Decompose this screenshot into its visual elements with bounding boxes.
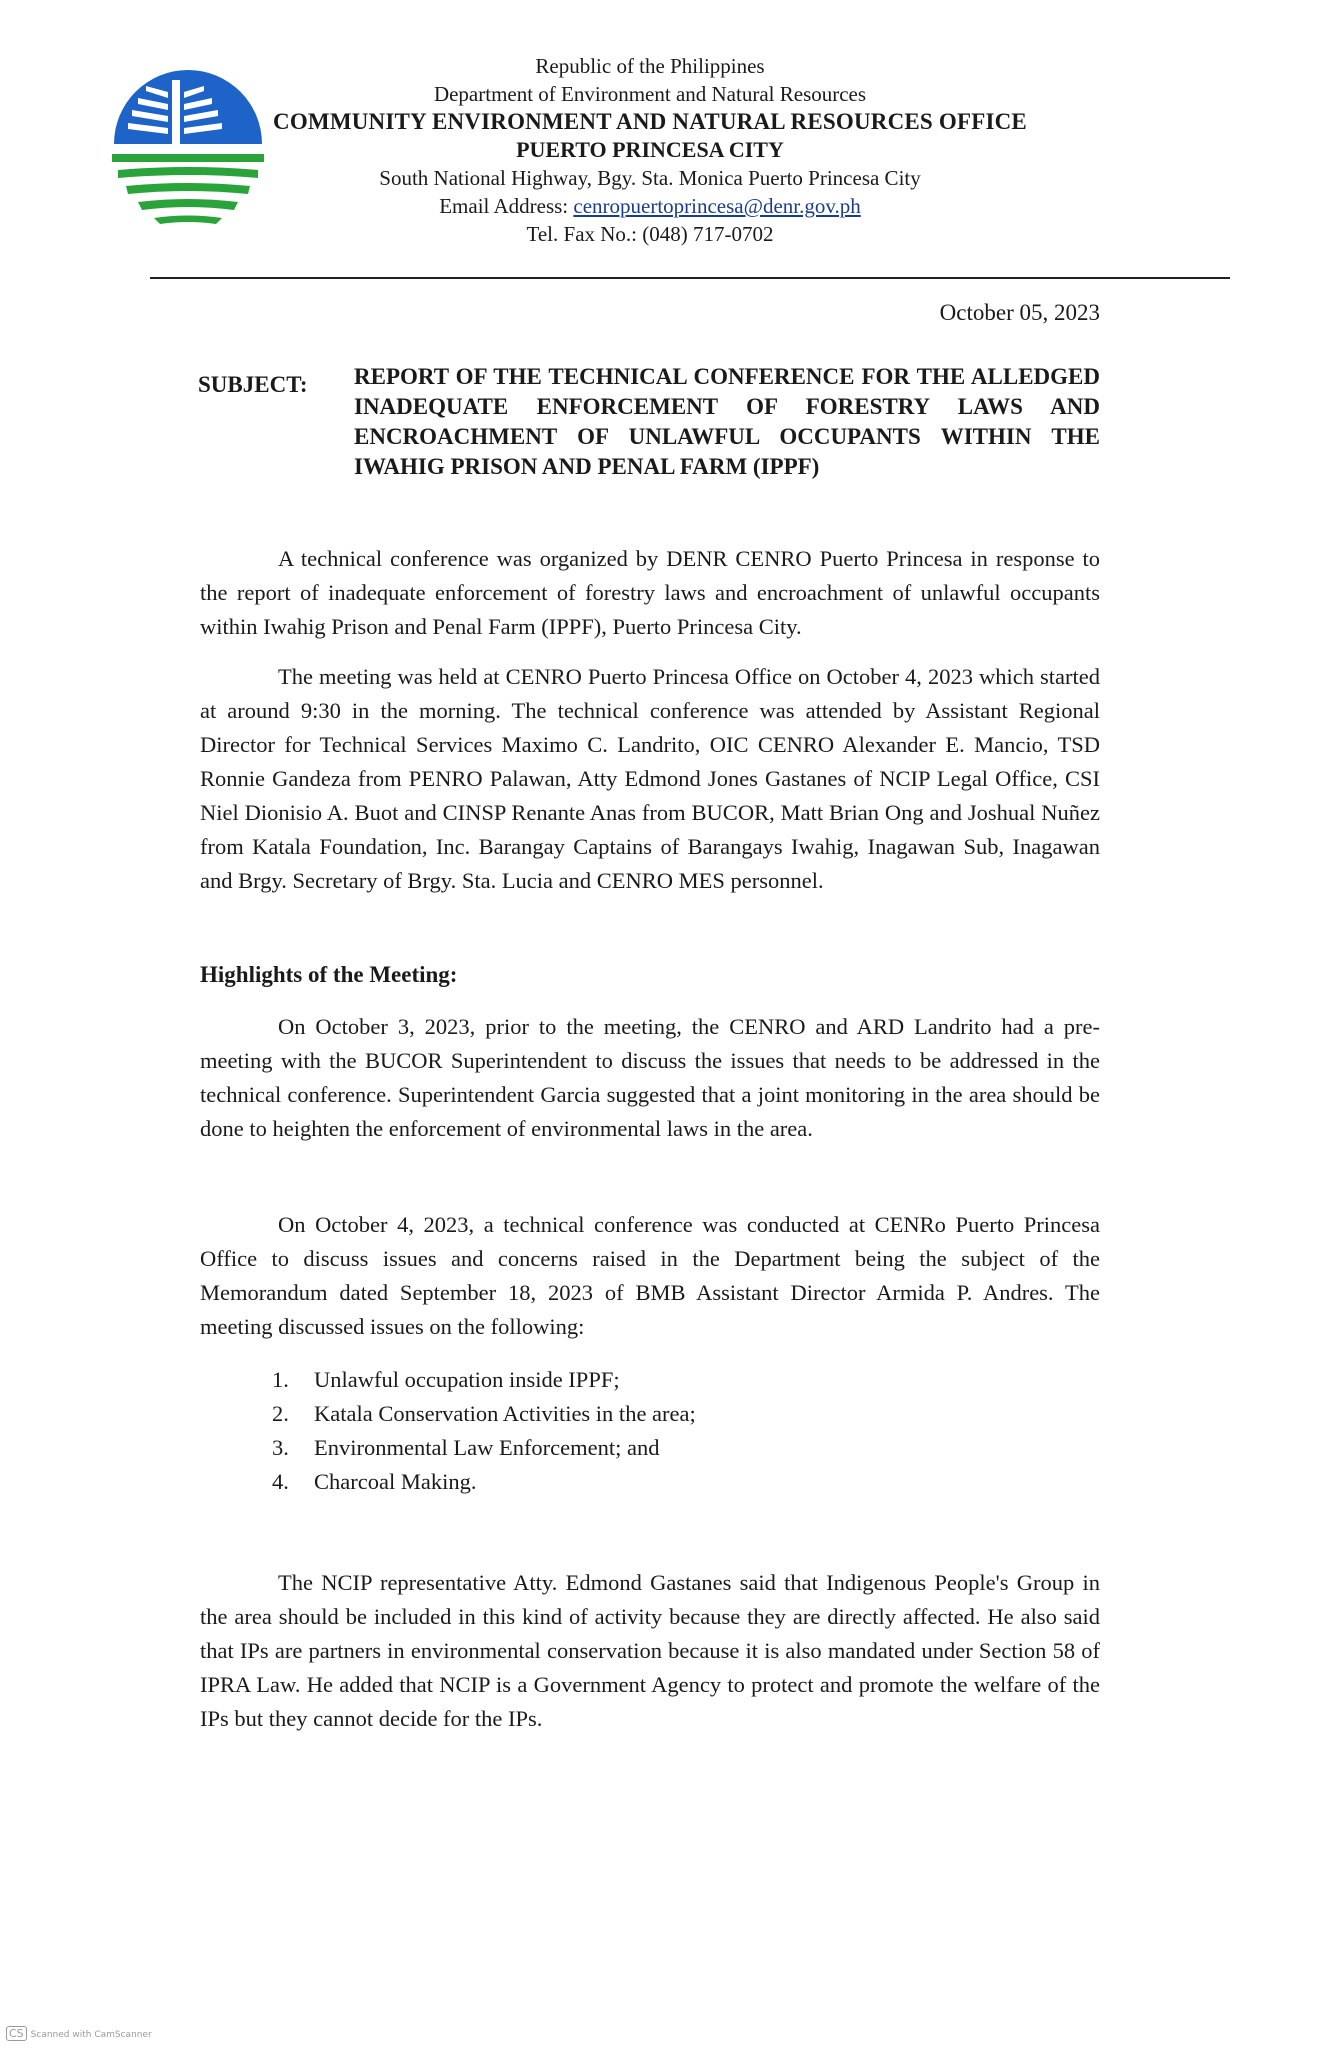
paragraph-attendance: The meeting was held at CENRO Puerto Princesa Office on October 4, 2023 which started at around 9:30 in the morning. The technical conference was attended by Assistant Regional Director for Technical Services Maximo C. Landrito, OIC CENRO Alexander E. Mancio, TSD Ronnie Gandeza from PENRO Palawan, Atty Edmond Jones Gastanes of NCIP Legal Office, CSI Niel Dionisio A. Buot and CINSP Renante Anas from BUCOR, Matt Brian Ong and Joshual Nuñez from Katala Foundation, Inc. Barangay Captains of Barangays Iwahig, Inagawan Sub, Inagawan and Brgy. Secretary of Brgy. Sta. Lucia and CENRO MES personnel.: [200, 664, 1100, 893]
list-item: 3. Environmental Law Enforcement; and: [272, 1435, 660, 1460]
office-line: COMMUNITY ENVIRONMENT AND NATURAL RESOURCES OFFICE: [273, 109, 1027, 134]
subject-text: REPORT OF THE TECHNICAL CONFERENCE FOR THE ALLEDGED INADEQUATE ENFORCEMENT OF FORESTRY LAWS AND ENCROACHMENT OF UNLAWFUL OCCUPANTS WITHIN THE IWAHIG PRISON AND PENAL FARM (IPPF): [354, 364, 1100, 479]
letterhead: [260, 52, 1040, 248]
republic-line: Republic of the Philippines: [535, 54, 765, 78]
list-item: 1. Unlawful occupation inside IPPF;: [272, 1367, 620, 1392]
highlights-heading: Highlights of the Meeting:: [200, 962, 458, 987]
city-line: PUERTO PRINCESA CITY: [516, 137, 784, 162]
paragraph-conference: On October 4, 2023, a technical conference was conducted at CENRo Puerto Princesa Office to discuss issues and concerns raised in the Department being the subject of the Memorandum dated September 18, 2023 of BMB Assistant Director Armida P. Andres. The meeting discussed issues on the following:: [200, 1212, 1100, 1339]
header-divider: [150, 277, 1230, 279]
tel-line: Tel. Fax No.: (048) 717-0702: [526, 222, 774, 246]
email-link[interactable]: cenropuertoprincesa@denr.gov.ph: [573, 194, 861, 218]
address-line: South National Highway, Bgy. Sta. Monica Puerto Princesa City: [379, 166, 921, 190]
letter-date: October 05, 2023: [939, 300, 1100, 325]
paragraph-intro: A technical conference was organized by DENR CENRO Puerto Princesa in response to the report of inadequate enforcement of forestry laws and encroachment of unlawful occupants within Iwahig Prison and Penal Farm (IPPF), Puerto Princesa City.: [200, 546, 1100, 639]
camscanner-badge: CS: [6, 2026, 27, 2041]
subject-label: SUBJECT:: [198, 372, 308, 397]
scanner-text: Scanned with CamScanner: [30, 2030, 152, 2040]
issues-list: [272, 1363, 972, 1499]
email-line: [260, 192, 1040, 220]
email-label: Email Address:: [439, 194, 574, 218]
list-item: 2. Katala Conservation Activities in the area;: [272, 1401, 696, 1426]
scanner-watermark: [6, 2026, 152, 2041]
department-line: Department of Environment and Natural Resources: [433, 82, 867, 106]
paragraph-ncip: The NCIP representative Atty. Edmond Gastanes said that Indigenous People's Group in the area should be included in this kind of activity because they are directly affected. He also said that IPs are partners in environmental conservation because it is also mandated under Section 58 of IPRA Law. He added that NCIP is a Government Agency to protect and promote the welfare of the IPs but they cannot decide for the IPs.: [200, 1570, 1100, 1731]
list-item: 4. Charcoal Making.: [272, 1469, 477, 1494]
paragraph-pre-meeting: On October 3, 2023, prior to the meeting, the CENRO and ARD Landrito had a pre-meeting with the BUCOR Superintendent to discuss the issues that needs to be addressed in the technical conference. Superintendent Garcia suggested that a joint monitoring in the area should be done to heighten the enforcement of environmental laws in the area.: [200, 1014, 1100, 1141]
denr-logo-icon: [108, 58, 268, 228]
